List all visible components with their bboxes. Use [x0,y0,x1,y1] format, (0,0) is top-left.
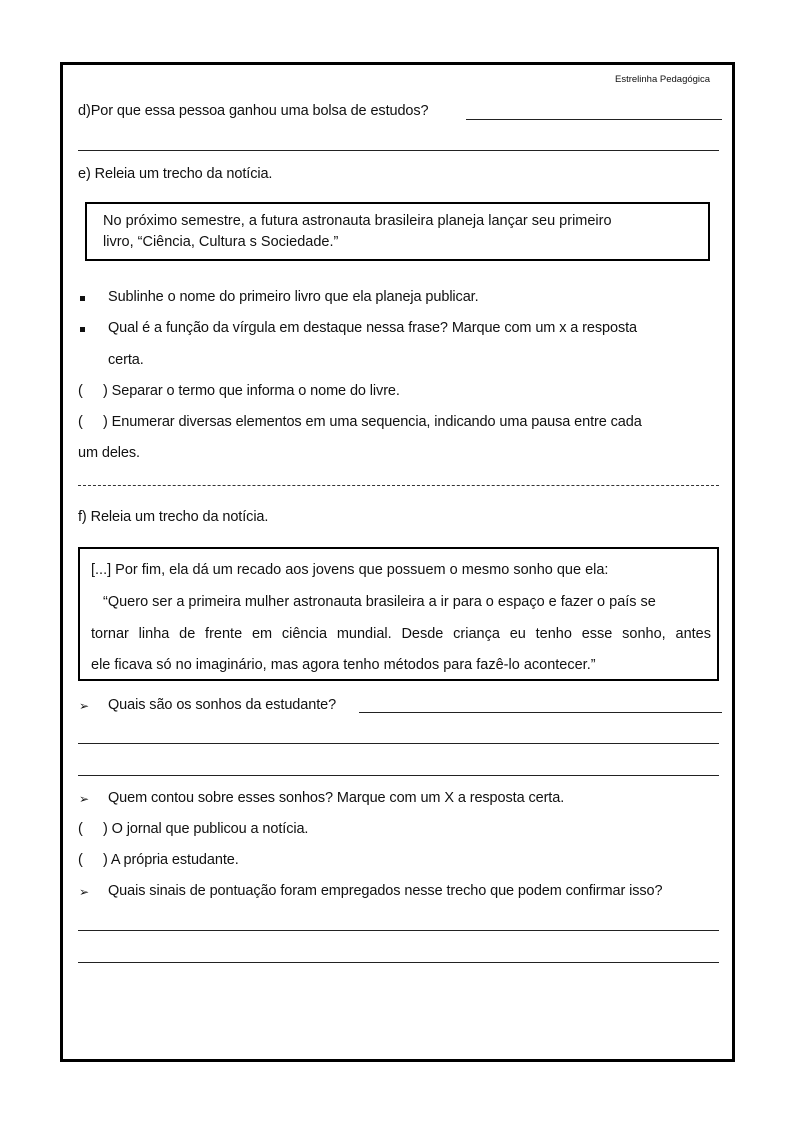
checkbox-option-2[interactable]: ( [78,414,83,430]
answer-line-f-4[interactable] [78,930,719,931]
excerpt-f-line-4: ele ficava só no imaginário, mas agora tenho métodos para fazê-lo acontecer.” [91,657,596,673]
brand-label: Estrelinha Pedagógica [615,74,711,85]
option-2-text-cont: um deles. [78,445,140,461]
option-1-text: ) Separar o termo que informa o nome do livre. [103,383,400,399]
excerpt-e-line-2: livro, “Ciência, Cultura s Sociedade.” [103,234,339,250]
section-divider [78,485,719,486]
task-comma-function: Qual é a função da vírgula em destaque nessa frase? Marque com um x a resposta [108,320,637,336]
question-d-label: d)Por que essa pessoa ganhou uma bolsa de estudos? [78,103,429,119]
answer-line-f-3[interactable] [78,775,719,776]
task-dreams: Quais são os sonhos da estudante? [108,697,337,713]
checkbox-option-4[interactable]: ( [78,852,83,868]
option-2-text: ) Enumerar diversas elementos em uma sequencia, indicando uma pausa entre cada [103,414,642,430]
option-3-text: ) O jornal que publicou a notícia. [103,821,309,837]
question-e-label: e) Releia um trecho da notícia. [78,166,273,182]
square-bullet-icon [80,327,85,332]
task-who-told: Quem contou sobre esses sonhos? Marque com um X a resposta certa. [108,790,565,806]
arrow-bullet-icon: ➢ [79,885,90,899]
square-bullet-icon [80,296,85,301]
question-f-label: f) Releia um trecho da notícia. [78,509,269,525]
arrow-bullet-icon: ➢ [79,792,90,806]
excerpt-f-line-3: tornar linha de frente em ciência mundial. Desde criança eu tenho esse sonho, antes [91,626,711,642]
task-underline-title: Sublinhe o nome do primeiro livro que ela planeja publicar. [108,289,479,305]
answer-line-f-2[interactable] [78,743,719,744]
excerpt-e-line-1: No próximo semestre, a futura astronauta brasileira planeja lançar seu primeiro [103,213,612,229]
task-comma-function-cont: certa. [108,352,144,368]
excerpt-f-line-1: [...] Por fim, ela dá um recado aos jovens que possuem o mesmo sonho que ela: [91,562,609,578]
answer-line-d-2[interactable] [78,150,719,151]
task-punctuation: Quais sinais de pontuação foram empregados nesse trecho que podem confirmar isso? [108,883,663,899]
answer-line-d-1[interactable] [466,119,722,120]
excerpt-box-e [85,202,710,261]
answer-line-f-5[interactable] [78,962,719,963]
checkbox-option-1[interactable]: ( [78,383,83,399]
answer-line-f-1[interactable] [359,712,722,713]
option-4-text: ) A própria estudante. [103,852,239,868]
excerpt-f-line-2: “Quero ser a primeira mulher astronauta brasileira a ir para o espaço e fazer o país se [103,594,656,610]
arrow-bullet-icon: ➢ [79,699,90,713]
checkbox-option-3[interactable]: ( [78,821,83,837]
